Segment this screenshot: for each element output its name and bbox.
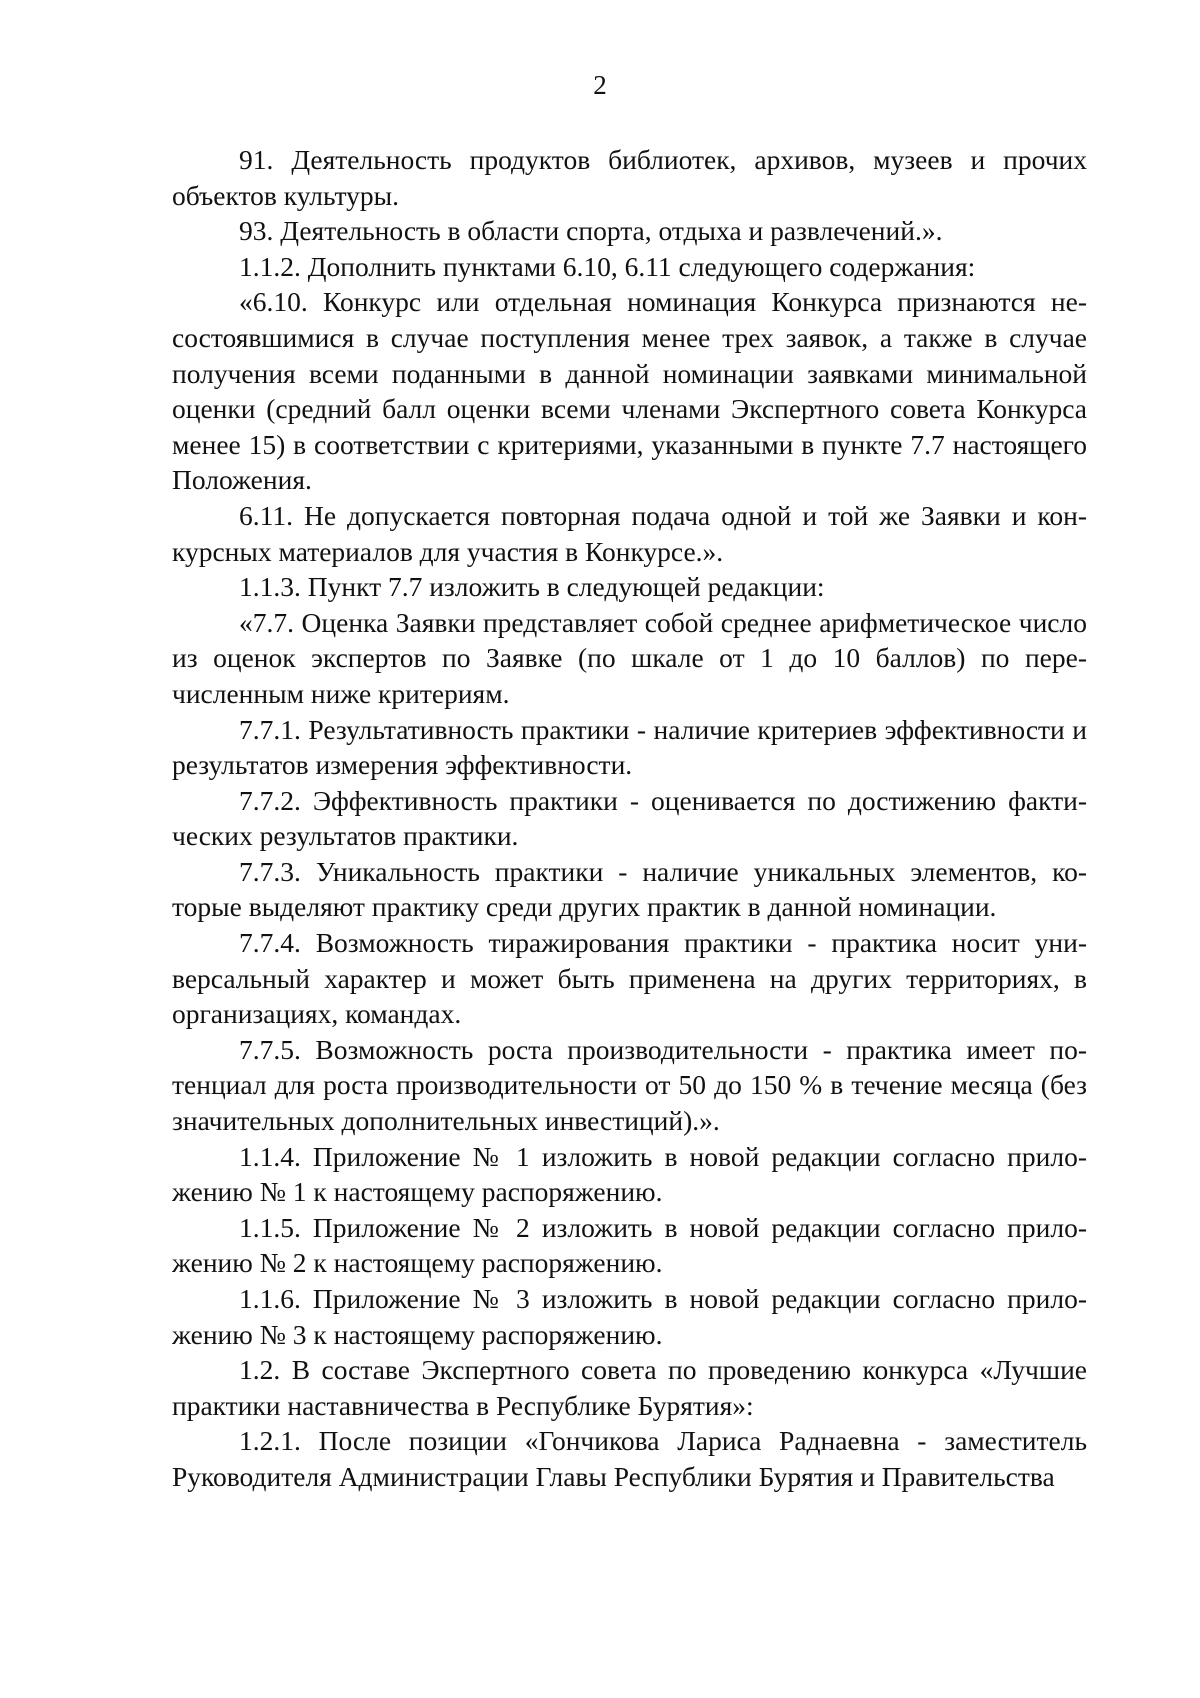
document-body — [172, 142, 1087, 1495]
paragraph-6-11: 6.11. Не допускается повторная подача одной и той же Заявки и конкурсных материалов для участия в Конкурсе.». — [172, 499, 1087, 567]
paragraph-1-1-3: 1.1.3. Пункт 7.7 изложить в следующей редакции: — [239, 571, 825, 603]
page-number: 2 — [593, 70, 607, 100]
paragraph-7-7-1: 7.7.1. Результативность практики - наличие критериев эффективности и результатов измерения эффективности. — [172, 713, 1087, 781]
paragraph-1-1-5: 1.1.5. Приложение № 2 изложить в новой редакции согласно приложению № 2 к настоящему распоряжению. — [172, 1211, 1087, 1279]
paragraph-93: 93. Деятельность в области спорта, отдыха и развлечений.». — [239, 215, 943, 247]
paragraph-91: 91. Деятельность продуктов библиотек, архивов, музеев и прочих объектов культуры. — [172, 144, 1087, 211]
paragraph-7-7-5: 7.7.5. Возможность роста производительности - практика имеет потенциал для роста производительности от 50 до 150 % в течение месяца (без значительных дополнительных инвестиций).». — [172, 1033, 1087, 1137]
paragraph-7-7-3: 7.7.3. Уникальность практики - наличие уникальных элементов, которые выделяют практику среди других практик в данной номинации. — [172, 855, 1087, 923]
paragraph-7-7-2: 7.7.2. Эффективность практики - оценивается по достижению фактических результатов практики. — [172, 784, 1087, 852]
paragraph-6-10: «6.10. Конкурс или отдельная номинация Конкурса признаются несостоявшимися в случае поступления менее трех заявок, а также в случае получения всеми поданными в данной номинации заявками минимальной оценки (средний балл оценки всеми членами Экспертного совета Конкурса менее 15) в соответствии с критериями, указанными в пункте 7.7 настоящего Положения. — [172, 286, 1087, 496]
paragraph-1-2: 1.2. В составе Экспертного совета по проведению конкурса «Лучшие практики наставничества в Республике Бурятия»: — [172, 1354, 1087, 1421]
paragraph-7-7: «7.7. Оценка Заявки представляет собой среднее арифметическое число из оценок экспертов по Заявке (по шкале от 1 до 10 баллов) по перечисленным ниже критериям. — [172, 606, 1087, 709]
paragraph-1-1-6: 1.1.6. Приложение № 3 изложить в новой редакции согласно приложению № 3 к настоящему распоряжению. — [172, 1283, 1087, 1350]
paragraph-1-2-1: 1.2.1. После позиции «Гончикова Лариса Раднаевна - заместитель Руководителя Администрации Главы Республики Бурятия и Правительства — [172, 1425, 1087, 1492]
paragraph-7-7-4: 7.7.4. Возможность тиражирования практики - практика носит универсальный характер и может быть применена на других территориях, в организациях, командах. — [172, 927, 1087, 1030]
paragraph-1-1-4: 1.1.4. Приложение № 1 изложить в новой редакции согласно приложению № 1 к настоящему распоряжению. — [172, 1140, 1087, 1208]
paragraph-1-1-2: 1.1.2. Дополнить пунктами 6.10, 6.11 следующего содержания: — [239, 250, 976, 282]
